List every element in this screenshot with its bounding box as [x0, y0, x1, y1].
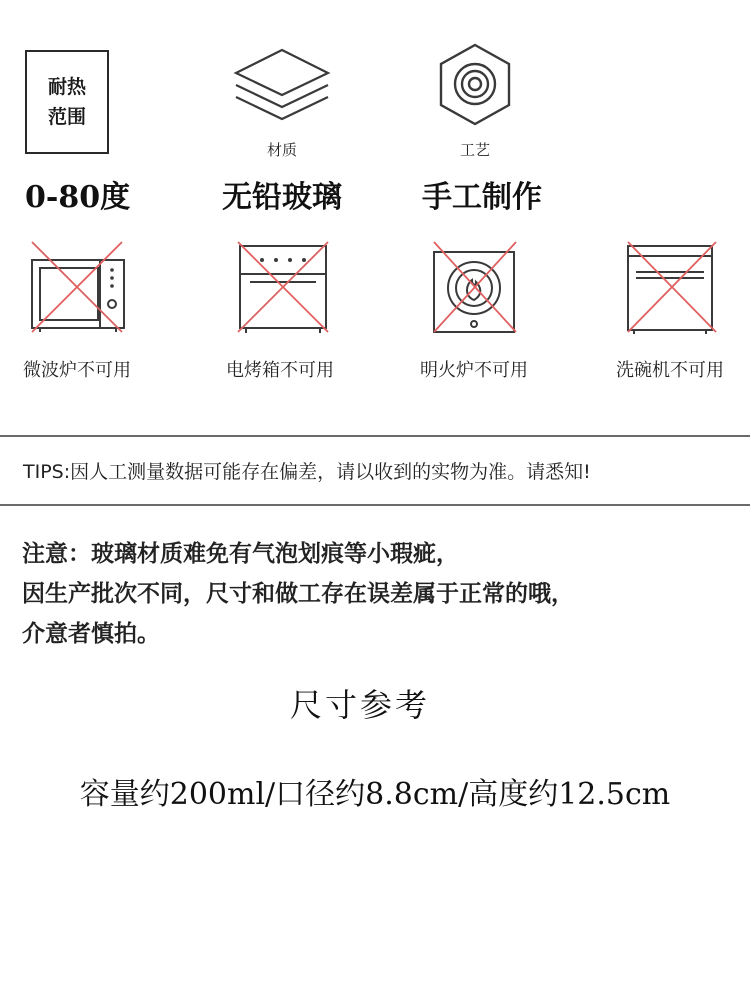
layers-icon [230, 45, 334, 130]
stove-flame-icon [430, 240, 520, 336]
warning-label-oven: 电烤箱不可用 [226, 360, 334, 381]
warning-label-dishwasher: 洗碗机不可用 [616, 360, 724, 381]
size-title: 尺寸参考 [289, 686, 430, 724]
heat-range-label-line2: 范围 [47, 106, 86, 128]
size-detail: 容量约200ml/口径约8.8cm/高度约12.5cm [79, 777, 671, 812]
craft-caption: 工艺 [459, 141, 490, 159]
warning-label-microwave: 微波炉不可用 [23, 360, 131, 381]
dishwasher-icon [622, 240, 718, 336]
hexagon-nut-icon [438, 43, 512, 127]
microwave-icon [28, 240, 128, 336]
tips-text: TIPS:因人工测量数据可能存在偏差，请以收到的实物为准。请悉知! [23, 461, 591, 483]
material-caption: 材质 [266, 141, 297, 159]
craft-value: 手工制作 [422, 180, 542, 215]
notice-block [22, 534, 732, 654]
heat-range-value: 0-80度 [25, 180, 131, 215]
warning-label-stove: 明火炉不可用 [420, 360, 528, 381]
notice-line-1: 注意：玻璃材质难免有气泡划痕等小瑕疵， [22, 541, 459, 567]
tips-banner [0, 435, 750, 506]
heat-range-badge [25, 50, 109, 154]
notice-line-3: 介意者慎拍。 [22, 621, 160, 647]
oven-icon [236, 240, 330, 336]
heat-range-label-line1: 耐热 [47, 76, 86, 98]
material-value: 无铅玻璃 [222, 180, 342, 215]
notice-line-2: 因生产批次不同，尺寸和做工存在误差属于正常的哦， [22, 581, 574, 607]
